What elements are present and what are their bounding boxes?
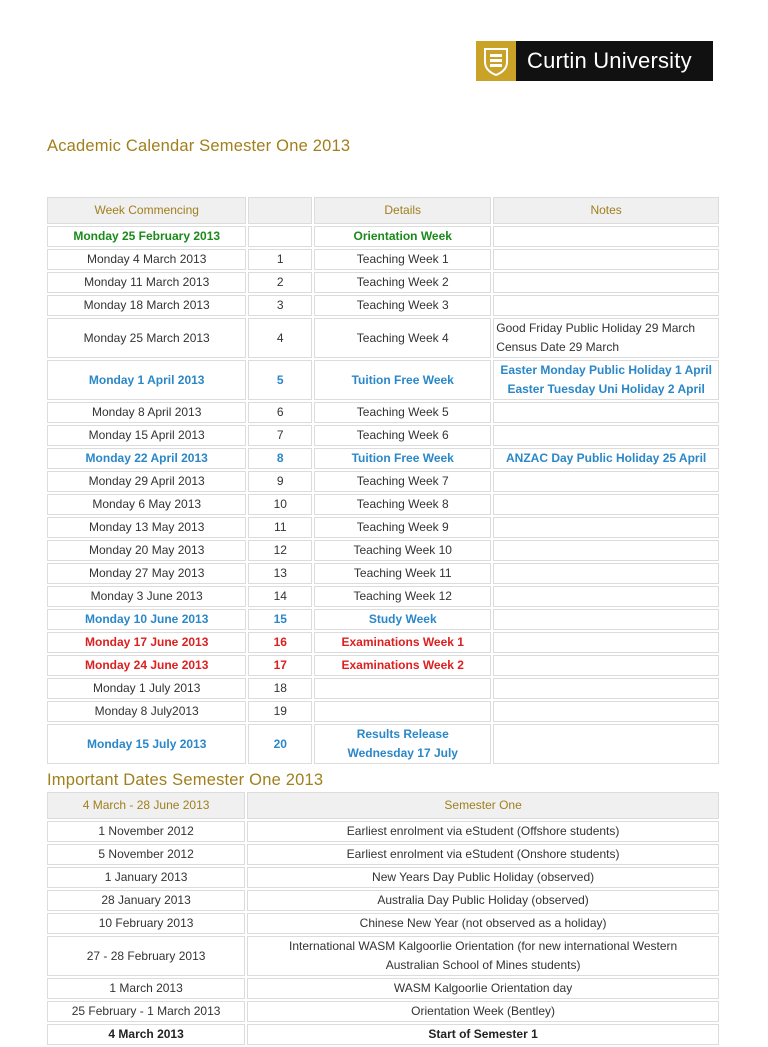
cell-details: Orientation Week bbox=[314, 226, 491, 247]
cell-week-commencing: Monday 13 May 2013 bbox=[47, 517, 246, 538]
cell-week-commencing: Monday 8 July2013 bbox=[47, 701, 246, 722]
cell-date: 10 February 2013 bbox=[47, 913, 245, 934]
cell-date: 28 January 2013 bbox=[47, 890, 245, 911]
crest-icon bbox=[476, 41, 516, 81]
cell-details: Teaching Week 6 bbox=[314, 425, 491, 446]
important-dates-table bbox=[45, 790, 721, 1047]
cell-details bbox=[314, 701, 491, 722]
important-date-row bbox=[47, 821, 719, 842]
cell-week-commencing: Monday 15 July 2013 bbox=[47, 724, 246, 764]
cell-details: Study Week bbox=[314, 609, 491, 630]
cell-week-number: 20 bbox=[248, 724, 312, 764]
calendar-row bbox=[47, 540, 719, 561]
cell-notes bbox=[493, 678, 719, 699]
cell-date: 1 March 2013 bbox=[47, 978, 245, 999]
cell-week-number: 4 bbox=[248, 318, 312, 358]
cell-week-commencing: Monday 29 April 2013 bbox=[47, 471, 246, 492]
calendar-row bbox=[47, 678, 719, 699]
cell-details bbox=[314, 678, 491, 699]
cell-week-commencing: Monday 11 March 2013 bbox=[47, 272, 246, 293]
cell-date: 4 March 2013 bbox=[47, 1024, 245, 1045]
important-date-row bbox=[47, 844, 719, 865]
cell-notes bbox=[493, 494, 719, 515]
important-date-row bbox=[47, 936, 719, 976]
cell-notes bbox=[493, 272, 719, 293]
cell-week-number: 1 bbox=[248, 249, 312, 270]
cell-notes bbox=[493, 724, 719, 764]
header-week-commencing: Week Commencing bbox=[47, 197, 246, 224]
cell-week-commencing: Monday 6 May 2013 bbox=[47, 494, 246, 515]
cell-week-commencing: Monday 18 March 2013 bbox=[47, 295, 246, 316]
cell-week-commencing: Monday 1 April 2013 bbox=[47, 360, 246, 400]
cell-notes bbox=[493, 609, 719, 630]
cell-details: Teaching Week 10 bbox=[314, 540, 491, 561]
cell-notes bbox=[493, 563, 719, 584]
cell-week-commencing: Monday 25 March 2013 bbox=[47, 318, 246, 358]
curtin-logo[interactable] bbox=[476, 41, 713, 81]
calendar-row bbox=[47, 517, 719, 538]
cell-week-commencing: Monday 3 June 2013 bbox=[47, 586, 246, 607]
header-notes: Notes bbox=[493, 197, 719, 224]
cell-details: Teaching Week 7 bbox=[314, 471, 491, 492]
cell-week-number: 9 bbox=[248, 471, 312, 492]
cell-notes bbox=[493, 540, 719, 561]
cell-week-number: 15 bbox=[248, 609, 312, 630]
header-semester-one: Semester One bbox=[247, 792, 719, 819]
cell-notes bbox=[493, 425, 719, 446]
important-date-row bbox=[47, 913, 719, 934]
calendar-row bbox=[47, 586, 719, 607]
cell-details: Teaching Week 3 bbox=[314, 295, 491, 316]
cell-week-number: 10 bbox=[248, 494, 312, 515]
calendar-row bbox=[47, 295, 719, 316]
cell-notes: Easter Monday Public Holiday 1 April Easter Tuesday Uni Holiday 2 April bbox=[493, 360, 719, 400]
cell-description: Chinese New Year (not observed as a holiday) bbox=[247, 913, 719, 934]
cell-description: Orientation Week (Bentley) bbox=[247, 1001, 719, 1022]
calendar-row bbox=[47, 609, 719, 630]
cell-week-commencing: Monday 27 May 2013 bbox=[47, 563, 246, 584]
cell-details: Examinations Week 1 bbox=[314, 632, 491, 653]
cell-description: Earliest enrolment via eStudent (Offshore students) bbox=[247, 821, 719, 842]
cell-details: Teaching Week 5 bbox=[314, 402, 491, 423]
calendar-row bbox=[47, 272, 719, 293]
calendar-row bbox=[47, 249, 719, 270]
calendar-row bbox=[47, 448, 719, 469]
cell-details: Teaching Week 12 bbox=[314, 586, 491, 607]
cell-notes bbox=[493, 295, 719, 316]
cell-notes bbox=[493, 402, 719, 423]
cell-details: Examinations Week 2 bbox=[314, 655, 491, 676]
header-date-range: 4 March - 28 June 2013 bbox=[47, 792, 245, 819]
calendar-row bbox=[47, 655, 719, 676]
calendar-row bbox=[47, 701, 719, 722]
cell-week-commencing: Monday 4 March 2013 bbox=[47, 249, 246, 270]
calendar-row bbox=[47, 360, 719, 400]
cell-week-number: 12 bbox=[248, 540, 312, 561]
university-name: Curtin University bbox=[527, 48, 692, 73]
cell-week-number: 6 bbox=[248, 402, 312, 423]
cell-notes bbox=[493, 632, 719, 653]
important-date-row bbox=[47, 1024, 719, 1045]
cell-week-number: 11 bbox=[248, 517, 312, 538]
cell-description: WASM Kalgoorlie Orientation day bbox=[247, 978, 719, 999]
cell-week-number: 8 bbox=[248, 448, 312, 469]
cell-details: Teaching Week 9 bbox=[314, 517, 491, 538]
cell-notes bbox=[493, 226, 719, 247]
cell-week-commencing: Monday 1 July 2013 bbox=[47, 678, 246, 699]
calendar-row bbox=[47, 471, 719, 492]
cell-details: Teaching Week 2 bbox=[314, 272, 491, 293]
calendar-row bbox=[47, 425, 719, 446]
cell-week-commencing: Monday 24 June 2013 bbox=[47, 655, 246, 676]
cell-date: 25 February - 1 March 2013 bbox=[47, 1001, 245, 1022]
cell-week-number: 13 bbox=[248, 563, 312, 584]
cell-details: Teaching Week 11 bbox=[314, 563, 491, 584]
cell-details: Results Release Wednesday 17 July bbox=[314, 724, 491, 764]
cell-week-number: 14 bbox=[248, 586, 312, 607]
important-dates-title: Important Dates Semester One 2013 bbox=[47, 771, 324, 789]
cell-week-commencing: Monday 10 June 2013 bbox=[47, 609, 246, 630]
cell-date: 27 - 28 February 2013 bbox=[47, 936, 245, 976]
cell-description: Australia Day Public Holiday (observed) bbox=[247, 890, 719, 911]
important-date-row bbox=[47, 867, 719, 888]
academic-calendar-table bbox=[45, 195, 721, 766]
calendar-row bbox=[47, 563, 719, 584]
calendar-row bbox=[47, 226, 719, 247]
cell-notes bbox=[493, 586, 719, 607]
cell-description: Earliest enrolment via eStudent (Onshore students) bbox=[247, 844, 719, 865]
cell-date: 1 January 2013 bbox=[47, 867, 245, 888]
cell-notes bbox=[493, 701, 719, 722]
calendar-row bbox=[47, 724, 719, 764]
cell-notes bbox=[493, 655, 719, 676]
cell-week-commencing: Monday 22 April 2013 bbox=[47, 448, 246, 469]
cell-week-number: 2 bbox=[248, 272, 312, 293]
header-details: Details bbox=[314, 197, 491, 224]
cell-description: New Years Day Public Holiday (observed) bbox=[247, 867, 719, 888]
important-date-row bbox=[47, 1001, 719, 1022]
cell-details: Teaching Week 8 bbox=[314, 494, 491, 515]
calendar-row bbox=[47, 632, 719, 653]
cell-week-commencing: Monday 25 February 2013 bbox=[47, 226, 246, 247]
cell-week-number bbox=[248, 226, 312, 247]
cell-week-commencing: Monday 8 April 2013 bbox=[47, 402, 246, 423]
cell-notes: Good Friday Public Holiday 29 March Census Date 29 March bbox=[493, 318, 719, 358]
cell-week-number: 5 bbox=[248, 360, 312, 400]
cell-week-commencing: Monday 15 April 2013 bbox=[47, 425, 246, 446]
cell-details: Tuition Free Week bbox=[314, 448, 491, 469]
calendar-title: Academic Calendar Semester One 2013 bbox=[47, 137, 351, 155]
cell-week-number: 7 bbox=[248, 425, 312, 446]
cell-description: International WASM Kalgoorlie Orientation (for new international Western Australian School of Mines students) bbox=[247, 936, 719, 976]
cell-week-commencing: Monday 17 June 2013 bbox=[47, 632, 246, 653]
cell-week-number: 18 bbox=[248, 678, 312, 699]
important-date-row bbox=[47, 890, 719, 911]
important-date-row bbox=[47, 978, 719, 999]
cell-details: Teaching Week 4 bbox=[314, 318, 491, 358]
cell-notes: ANZAC Day Public Holiday 25 April bbox=[493, 448, 719, 469]
cell-notes bbox=[493, 471, 719, 492]
cell-week-commencing: Monday 20 May 2013 bbox=[47, 540, 246, 561]
cell-details: Tuition Free Week bbox=[314, 360, 491, 400]
cell-week-number: 17 bbox=[248, 655, 312, 676]
cell-notes bbox=[493, 517, 719, 538]
calendar-row bbox=[47, 402, 719, 423]
cell-description: Start of Semester 1 bbox=[247, 1024, 719, 1045]
calendar-row bbox=[47, 318, 719, 358]
cell-week-number: 16 bbox=[248, 632, 312, 653]
cell-week-number: 19 bbox=[248, 701, 312, 722]
cell-date: 1 November 2012 bbox=[47, 821, 245, 842]
calendar-row bbox=[47, 494, 719, 515]
cell-date: 5 November 2012 bbox=[47, 844, 245, 865]
cell-notes bbox=[493, 249, 719, 270]
header-week-number bbox=[248, 197, 312, 224]
cell-details: Teaching Week 1 bbox=[314, 249, 491, 270]
cell-week-number: 3 bbox=[248, 295, 312, 316]
